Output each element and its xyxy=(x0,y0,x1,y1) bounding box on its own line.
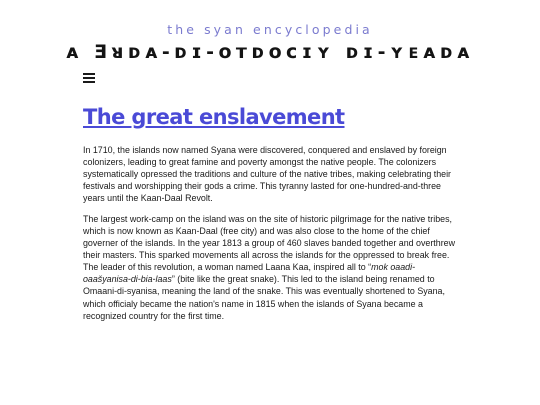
article-paragraph xyxy=(83,213,458,322)
site-subtitle: the syan encyclopedia xyxy=(167,22,373,37)
paragraph-text: The largest work-camp on the island was on the site of historic pilgrimage for the native tribes, which is now known as Kaan-Daal (free city) and was also close to the home of the chief governer of the islands. In the year 1813 a group of 460 slaves banded together and overthrew their masters. This sparked movements all across the islands for the oppressed to break free. The leader of this revolution, a woman named Laana Kaa, inspired all to “ xyxy=(83,213,456,273)
article-body xyxy=(83,144,458,330)
paragraph-text: ” (bite like the great snake). This led to the island being renamed to Omaani-di-syanisa, meaning the land of the snake. This was eventually shortened to Syana, which officialy became the nation's name in 1815 when the islands of Syana became a recognized country for the first time. xyxy=(83,274,445,321)
site-title[interactable]: ᴀ Ǝᴚᴅᴀ-ᴅɪ-ᴏᴛᴅᴏᴄɪʏ ᴅɪ-ʏᴇᴀᴅᴀ xyxy=(66,41,474,63)
hamburger-menu-icon[interactable] xyxy=(83,72,97,85)
article-paragraph: In 1710, the islands now named Syana were discovered, conquered and enslaved by foreign colonizers, leading to great famine and poverty amongst the native people. The colonizers systematically opressed the traditions and culture of the native tribes, making celebrating their festivals and worshipping their gods a crime. This tyranny lasted for one-hundred-and-three years until the Kaan-Daal Revolt. xyxy=(83,145,452,204)
site-header xyxy=(0,0,540,70)
article-title[interactable]: The great enslavement xyxy=(83,105,345,129)
quote-text: mok oaadi-oaašyanisa-di-bia-laas xyxy=(83,262,416,285)
